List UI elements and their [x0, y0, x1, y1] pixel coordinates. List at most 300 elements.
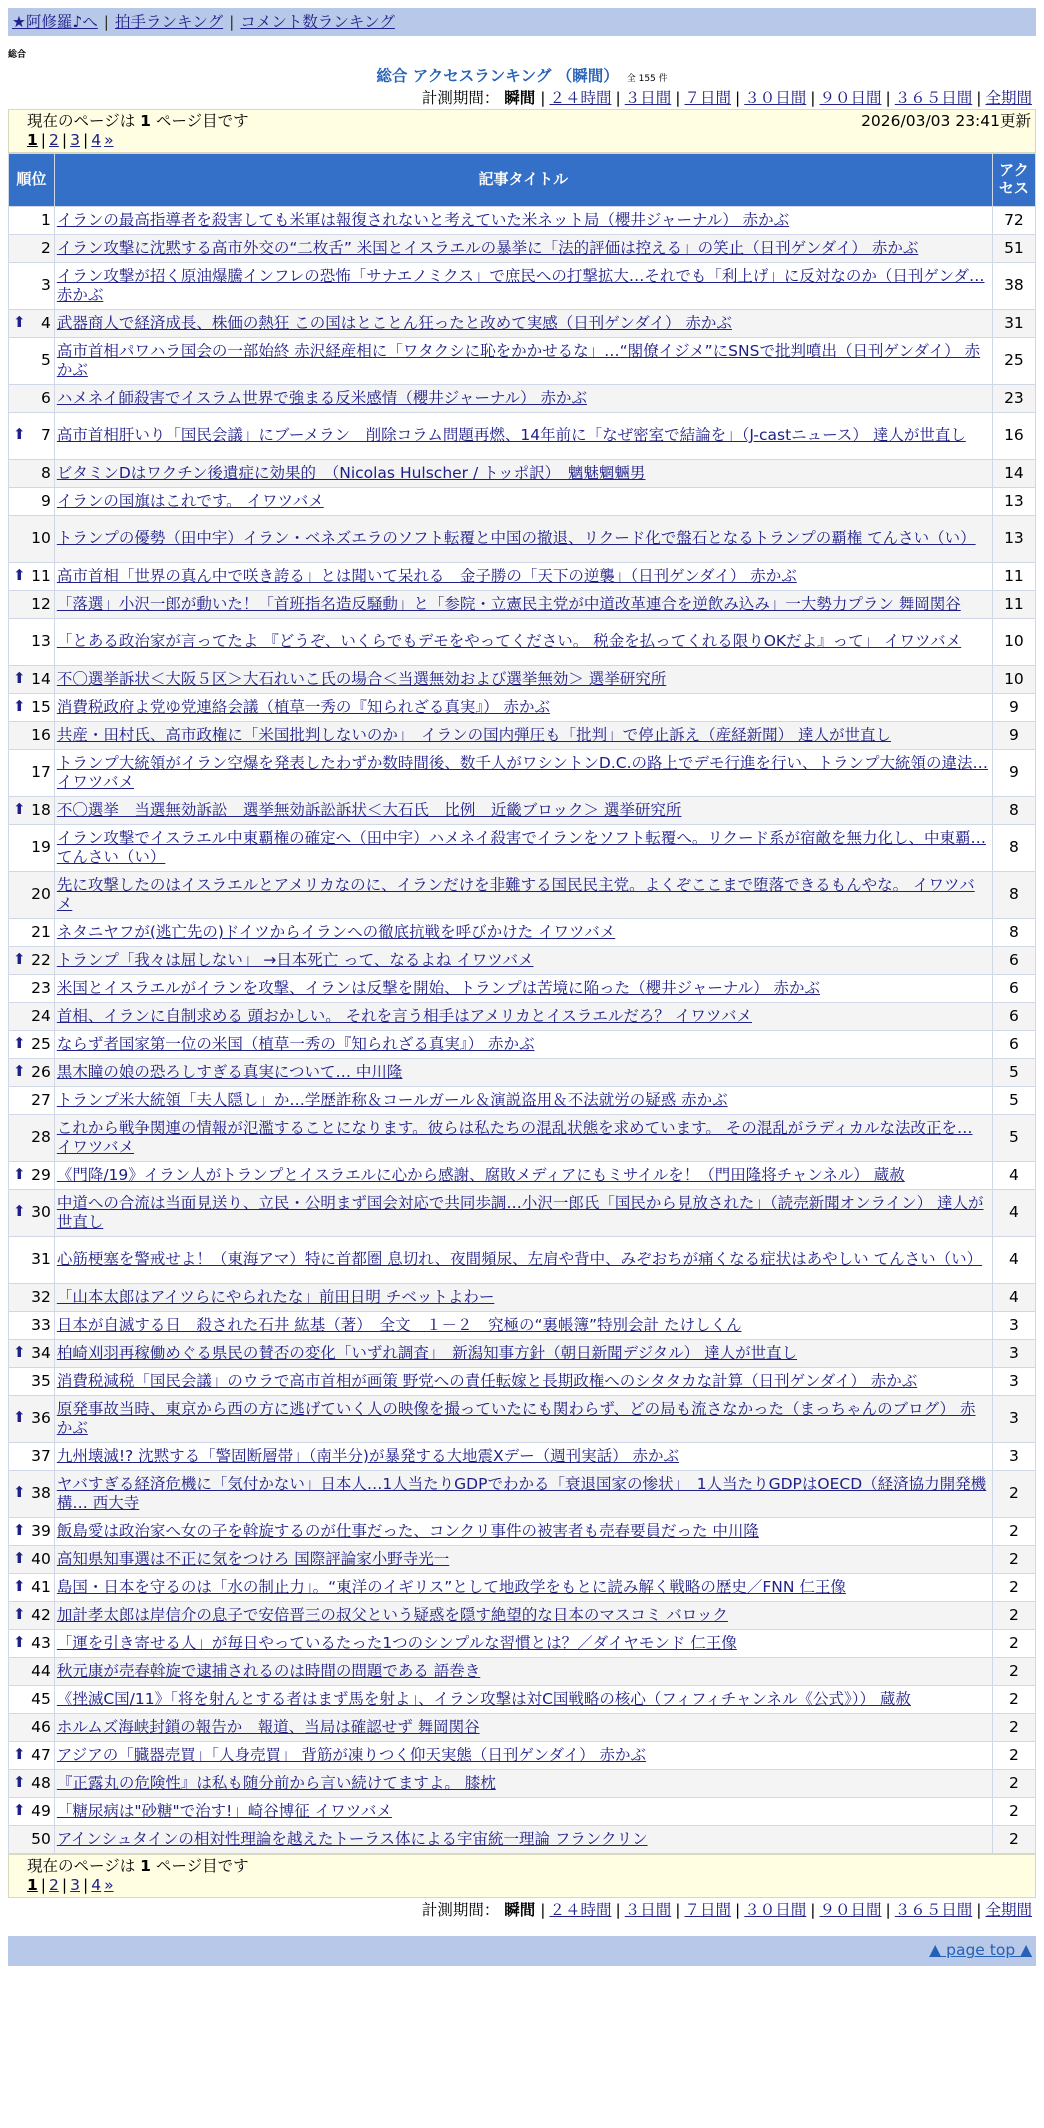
table-row: [9, 206, 1036, 234]
rank-number: 16: [31, 725, 51, 744]
article-title-link[interactable]: 「運を引き寄せる人」が毎日やっているたった1つのシンプルな習慣とは？／ダイヤモンド 仁王像: [56, 1633, 737, 1652]
rank-cell: [9, 590, 55, 618]
access-count: 3: [992, 1339, 1035, 1367]
rank-number: 2: [40, 238, 51, 257]
access-count: 3: [992, 1367, 1035, 1395]
article-title-link[interactable]: 九州壊滅!? 沈黙する「警固断層帯」（南半分)が暴発する大地震Xデー（週刊実話） 赤かぶ: [56, 1446, 680, 1465]
article-title-link[interactable]: 「山本太郎はアイツらにやられたな」前田日明 チベットよわー: [56, 1287, 495, 1306]
comment-ranking-link[interactable]: コメント数ランキング: [240, 12, 395, 31]
page-current: 1: [27, 130, 38, 149]
title-cell: [54, 1545, 992, 1573]
access-count: 13: [992, 515, 1035, 562]
title-cell: [54, 665, 992, 693]
rank-cell: [9, 1629, 55, 1657]
rank-number: 38: [31, 1484, 51, 1503]
up-arrow-icon: ⬆: [13, 949, 26, 968]
table-row: [9, 262, 1036, 309]
period-separator: |: [615, 1900, 621, 1919]
up-arrow-icon: ⬆: [13, 1483, 26, 1502]
table-row: [9, 1769, 1036, 1797]
period-separator: |: [735, 1900, 741, 1919]
section-label: 総合: [8, 50, 27, 60]
rank-cell: [9, 1283, 55, 1311]
rank-number: 17: [31, 763, 51, 782]
home-link[interactable]: ★阿修羅♪へ: [12, 12, 98, 31]
table-row: [9, 1685, 1036, 1713]
access-count: 72: [992, 206, 1035, 234]
article-title-link[interactable]: ネタニヤフが(逃亡先の)ドイツからイランへの徹底抗戦を呼びかけた イワツバメ: [56, 922, 616, 941]
rank-number: 46: [31, 1717, 51, 1736]
access-count: 6: [992, 1002, 1035, 1030]
rank-cell: [9, 1517, 55, 1545]
article-title-link[interactable]: アインシュタインの相対性理論を越えたトーラス体による宇宙統一理論 フランクリン: [56, 1829, 648, 1848]
table-row: [9, 562, 1036, 590]
up-arrow-icon: ⬆: [13, 1202, 26, 1221]
article-title-link[interactable]: イランの最高指導者を殺害しても米軍は報復されないと考えていた米ネット局（櫻井ジャーナル） 赤かぶ: [56, 210, 790, 229]
rank-number: 21: [31, 922, 51, 941]
title-cell: [54, 1030, 992, 1058]
period-label: 計測期間：: [421, 1900, 500, 1919]
rank-cell: [9, 1002, 55, 1030]
article-title-link[interactable]: 「とある政治家が言ってたよ 『どうぞ、いくらでもデモをやってください。 税金を払ってくれる限りOKだよ』って」 イワツバメ: [56, 632, 962, 651]
rank-number: 13: [31, 632, 51, 651]
title-cell: [54, 1713, 992, 1741]
period-selector: [0, 89, 1036, 109]
access-count: 4: [992, 1236, 1035, 1283]
article-title-link[interactable]: 日本が自滅する日 殺された石井 紘基（著） 全文 １－２ 究極の“裏帳簿”特別会計 たけしくん: [56, 1315, 742, 1334]
access-count: 6: [992, 946, 1035, 974]
col-access-header: アクセス: [992, 153, 1035, 206]
title-cell: [54, 1114, 992, 1161]
rank-cell: [9, 1657, 55, 1685]
rank-number: 28: [31, 1128, 51, 1147]
rank-cell: [9, 1573, 55, 1601]
next-page-link[interactable]: »: [104, 130, 114, 149]
access-count: 25: [992, 337, 1035, 384]
title-cell: [54, 974, 992, 1002]
article-title-link[interactable]: イランの国旗はこれです。 イワツバメ: [56, 491, 324, 510]
table-row: [9, 234, 1036, 262]
table-row: [9, 1002, 1036, 1030]
table-row: [9, 665, 1036, 693]
title-cell: [54, 1601, 992, 1629]
up-arrow-icon: ⬆: [13, 1772, 26, 1791]
rank-cell: [9, 1601, 55, 1629]
page-separator: |: [83, 130, 89, 149]
article-title-link[interactable]: 「落選」小沢一郎が動いた！「首班指名造反騒動」と「参院・立憲民主党が中道改革連合を逆飲み込み」一大勢力プラン 舞岡関谷: [56, 594, 961, 613]
article-title-link[interactable]: 首相、イランに自制求める 頭おかしい。 それを言う相手はアメリカとイスラエルだろ？ イワツバメ: [56, 1006, 753, 1025]
rank-cell: [9, 1311, 55, 1339]
table-row: [9, 1311, 1036, 1339]
footer-bar: [8, 1936, 1036, 1966]
article-title-link[interactable]: これから戦争関連の情報が氾濫することになります。彼らは私たちの混乱状態を求めています。 その混乱がラディカルな法改正を… イワツバメ: [56, 1119, 973, 1156]
page-separator: |: [40, 1875, 47, 1894]
page-separator: |: [61, 1875, 68, 1894]
period-separator: |: [615, 88, 621, 107]
up-arrow-icon: ⬆: [13, 565, 26, 584]
article-title-link[interactable]: ならず者国家第一位の米国（植草一秀の『知られざる真実』） 赤かぶ: [56, 1034, 535, 1053]
access-count: 5: [992, 1058, 1035, 1086]
period-link[interactable]: ７日間: [684, 88, 731, 107]
rank-cell: [9, 562, 55, 590]
page-status-prefix: 現在のページは: [27, 1856, 136, 1875]
title-cell: [54, 1236, 992, 1283]
article-title-link[interactable]: 高市首相「世界の真ん中で咲き誇る」とは聞いて呆れる 金子勝の「天下の逆襲」（日刊ゲンダイ） 赤かぶ: [56, 566, 797, 585]
access-count: 2: [992, 1517, 1035, 1545]
rank-number: 6: [40, 388, 51, 407]
title-cell: [54, 1573, 992, 1601]
period-link[interactable]: ３日間: [624, 88, 672, 107]
clap-ranking-link[interactable]: 拍手ランキング: [115, 12, 224, 31]
rank-number: 8: [40, 463, 51, 482]
access-count: 2: [992, 1629, 1035, 1657]
up-arrow-icon: ⬆: [13, 799, 26, 818]
article-title-link[interactable]: 高市首相肝いり「国民会議」にブーメラン 削除コラム問題再燃、14年前に「なぜ密室で結論を」（J-castニュース） 達人が世直し: [56, 426, 966, 445]
article-title-link[interactable]: 柏崎刈羽再稼働めぐる県民の賛否の変化「いずれ調査」 新潟知事方針（朝日新聞デジタル） 達人が世直し: [56, 1343, 798, 1362]
title-cell: [54, 1367, 992, 1395]
up-arrow-icon: ⬆: [13, 1632, 26, 1651]
period-separator: |: [810, 88, 816, 107]
page-status-prefix: 現在のページは: [27, 111, 136, 130]
article-title-link[interactable]: 武器商人で経済成長、株価の熱狂 この国はとことん狂ったと改めて実感（日刊ゲンダイ） 赤かぶ: [56, 313, 732, 332]
article-title-link[interactable]: 心筋梗塞を警戒せよ！（東海アマ）特に首都圏 息切れ、夜間頻尿、左肩や背中、みぞおちが痛くなる症状はあやしい てんさい（い）: [56, 1250, 983, 1269]
rank-number: 39: [31, 1521, 51, 1540]
title-cell: [54, 749, 992, 796]
rank-number: 43: [31, 1633, 51, 1652]
article-title-link[interactable]: 島国・日本を守るのは「水の制止力」。“東洋のイギリス”として地政学をもとに読み解く戦略の歴史／FNN 仁王像: [56, 1577, 846, 1596]
rank-number: 3: [40, 276, 51, 295]
article-title-link[interactable]: イラン攻撃が招く原油爆騰インフレの恐怖「サナエノミクス」で庶民への打撃拡大…それでも「利上げ」に反対なのか（日刊ゲンダ… 赤かぶ: [56, 267, 985, 304]
article-title-link[interactable]: 米国とイスラエルがイランを攻撃、イランは反撃を開始、トランプは苦境に陥った（櫻井ジャーナル） 赤かぶ: [56, 978, 821, 997]
title-cell: [54, 384, 992, 412]
top-nav-bar: [8, 8, 1036, 36]
access-count: 10: [992, 618, 1035, 665]
access-count: 2: [992, 1657, 1035, 1685]
article-title-link[interactable]: イラン攻撃でイスラエル中東覇権の確定へ（田中宇）ハメネイ殺害でイランをソフト転覆へ。リクード系が宿敵を無力化し、中東覇… てんさい（い）: [56, 829, 987, 866]
access-count: 14: [992, 459, 1035, 487]
rank-cell: [9, 1685, 55, 1713]
table-row: [9, 1339, 1036, 1367]
article-title-link[interactable]: イラン攻撃に沈黙する高市外交の“二枚舌” 米国とイスラエルの暴挙に「法的評価は控える」の笑止（日刊ゲンダイ） 赤かぶ: [56, 238, 919, 257]
access-count: 51: [992, 234, 1035, 262]
table-row: [9, 1797, 1036, 1825]
up-arrow-icon: ⬆: [13, 1061, 26, 1080]
table-row: [9, 824, 1036, 871]
rank-cell: [9, 262, 55, 309]
rank-cell: [9, 974, 55, 1002]
total-count: 全 155 件: [626, 73, 668, 84]
access-count: 2: [992, 1797, 1035, 1825]
access-count: 5: [992, 1086, 1035, 1114]
rank-cell: [9, 918, 55, 946]
page-link[interactable]: 4: [91, 130, 102, 149]
table-row: [9, 590, 1036, 618]
article-title-link[interactable]: 秋元康が売春斡旋で逮捕されるのは時間の問題である 語巻き: [56, 1661, 481, 1680]
rank-cell: [9, 1395, 55, 1442]
rank-cell: [9, 384, 55, 412]
rank-number: 41: [31, 1577, 51, 1596]
title-cell: [54, 337, 992, 384]
access-count: 8: [992, 824, 1035, 871]
table-row: [9, 1629, 1036, 1657]
article-title-link[interactable]: 不〇選挙訴状＜大阪５区＞大石れいこ氏の場合＜当選無効および選挙無効＞ 選挙研究所: [56, 669, 667, 688]
table-row: [9, 1517, 1036, 1545]
title-cell: [54, 1339, 992, 1367]
access-count: 3: [992, 1442, 1035, 1470]
title-cell: [54, 1685, 992, 1713]
article-title-link[interactable]: トランプ大統領がイラン空爆を発表したわずか数時間後、数千人がワシントンD.C.の路上でデモ行進を行い、トランプ大統領の違法… イワツバメ: [56, 754, 989, 791]
article-title-link[interactable]: ビタミンDはワクチン後遺症に効果的 （Nicolas Hulscher / トッポ訳） 魑魅魍魎男: [56, 463, 646, 482]
next-page-link[interactable]: »: [104, 1875, 114, 1894]
nav-separator: |: [103, 12, 110, 31]
article-title-link[interactable]: 消費税減税「国民会議」のウラで高市首相が画策 野党への責任転嫁と長期政権へのシタタカな計算（日刊ゲンダイ） 赤かぶ: [56, 1371, 918, 1390]
rank-number: 23: [31, 978, 51, 997]
access-count: 2: [992, 1741, 1035, 1769]
title-cell: [54, 309, 992, 337]
table-row: [9, 1161, 1036, 1189]
rank-cell: [9, 665, 55, 693]
page-link[interactable]: 3: [70, 130, 81, 149]
access-count: 6: [992, 974, 1035, 1002]
table-row: [9, 1367, 1036, 1395]
rank-cell: [9, 487, 55, 515]
rank-number: 18: [31, 800, 51, 819]
period-link[interactable]: ３０日間: [744, 1900, 807, 1919]
title-cell: [54, 1797, 992, 1825]
title-cell: [54, 206, 992, 234]
page-status: [27, 1857, 249, 1876]
rank-cell: [9, 1470, 55, 1517]
period-current: 瞬間: [504, 88, 536, 107]
period-label: 計測期間：: [421, 88, 500, 107]
rank-number: 9: [40, 491, 51, 510]
period-link[interactable]: ２４時間: [549, 88, 612, 107]
rank-cell: [9, 1713, 55, 1741]
access-count: 2: [992, 1601, 1035, 1629]
rank-number: 33: [31, 1315, 51, 1334]
title-cell: [54, 590, 992, 618]
access-count: 9: [992, 721, 1035, 749]
article-title-link[interactable]: 共産・田村氏、高市政権に「米国批判しないのか」 イランの国内弾圧も「批判」で停止訴え（産経新聞） 達人が世直し: [56, 725, 891, 744]
article-title-link[interactable]: 《門降/19》イラン人がトランプとイスラエルに心から感謝、腐敗メディアにもミサイルを！（門田隆将チャンネル） 蔵赦: [56, 1165, 905, 1184]
period-link[interactable]: ３６５日間: [894, 88, 973, 107]
table-row: [9, 1573, 1036, 1601]
title-cell: [54, 1311, 992, 1339]
period-link[interactable]: 全期間: [985, 1900, 1032, 1919]
article-title-link[interactable]: 《挫滅C国/11》「将を射んとする者はまず馬を射よ」、イラン攻撃は対C国戦略の核心（フィフィチャンネル《公式》）） 蔵赦: [56, 1689, 911, 1708]
page-top-link[interactable]: ▲ page top ▲: [929, 1941, 1032, 1960]
period-link[interactable]: 全期間: [985, 88, 1032, 107]
page-link[interactable]: 2: [49, 1875, 59, 1894]
period-link[interactable]: ３０日間: [744, 88, 807, 107]
article-title-link[interactable]: 先に攻撃したのはイスラエルとアメリカなのに、イランだけを非難する国民民主党。よくぞここまで堕落できるもんやな。 イワツバメ: [56, 876, 975, 913]
rank-cell: [9, 871, 55, 918]
rank-number: 25: [31, 1034, 51, 1053]
article-title-link[interactable]: ヤバすぎる経済危機に「気付かない」日本人…1人当たりGDPでわかる「衰退国家の惨状」 1人当たりGDPはOECD（経済協力開発機構… 西大寺: [56, 1475, 987, 1512]
rank-number: 1: [40, 210, 51, 229]
title-cell: [54, 1161, 992, 1189]
access-count: 3: [992, 1395, 1035, 1442]
rank-number: 26: [31, 1062, 51, 1081]
rank-number: 15: [31, 697, 51, 716]
title-cell: [54, 515, 992, 562]
rank-number: 20: [31, 885, 51, 904]
table-row: [9, 1395, 1036, 1442]
title-cell: [54, 1442, 992, 1470]
rank-cell: [9, 1741, 55, 1769]
article-title-link[interactable]: 黒木瞳の娘の恐ろしすぎる真実について… 中川隆: [56, 1062, 403, 1081]
period-selector-bottom: [0, 1901, 1036, 1921]
page-links: [27, 1876, 1031, 1895]
table-row: [9, 459, 1036, 487]
page-link[interactable]: 2: [49, 130, 59, 149]
article-title-link[interactable]: ハメネイ師殺害でイスラム世界で強まる反米感情（櫻井ジャーナル） 赤かぶ: [56, 388, 588, 407]
rank-number: 45: [31, 1689, 51, 1708]
rank-number: 27: [31, 1090, 51, 1109]
table-row: [9, 1442, 1036, 1470]
rank-number: 31: [31, 1250, 51, 1269]
article-title-link[interactable]: トランプ「我々は屈しない」 →日本死亡 って、なるよね イワツバメ: [56, 950, 534, 969]
title-cell: [54, 412, 992, 459]
table-row: [9, 384, 1036, 412]
title-cell: [54, 1741, 992, 1769]
access-count: 11: [992, 590, 1035, 618]
rank-number: 37: [31, 1446, 51, 1465]
rank-number: 4: [40, 313, 51, 332]
article-title-link[interactable]: トランプの優勢（田中宇）イラン・ベネズエラのソフト転覆と中国の撤退、リクード化で盤石となるトランプの覇権 てんさい（い）: [56, 529, 976, 548]
update-timestamp: 2026/03/03 23:41更新: [861, 111, 1031, 130]
rank-cell: [9, 1825, 55, 1853]
table-row: [9, 974, 1036, 1002]
title-cell: [54, 1657, 992, 1685]
rank-number: 42: [31, 1605, 51, 1624]
rank-cell: [9, 1030, 55, 1058]
access-count: 31: [992, 309, 1035, 337]
period-link[interactable]: ２４時間: [549, 1900, 612, 1919]
period-link[interactable]: ７日間: [684, 1900, 731, 1919]
rank-number: 11: [31, 566, 51, 585]
table-row: [9, 618, 1036, 665]
page-status-suffix: ページ目です: [155, 1856, 249, 1875]
period-link[interactable]: ３６５日間: [894, 1900, 973, 1919]
period-link[interactable]: ９０日間: [819, 1900, 882, 1919]
nav-separator: |: [229, 12, 235, 31]
article-title-link[interactable]: ホルムズ海峡封鎖の報告か 報道、当局は確認せず 舞岡関谷: [56, 1717, 480, 1736]
rank-cell: [9, 206, 55, 234]
period-separator: |: [675, 88, 681, 107]
table-row: [9, 796, 1036, 824]
up-arrow-icon: ⬆: [13, 312, 26, 331]
access-count: 4: [992, 1283, 1035, 1311]
up-arrow-icon: ⬆: [13, 425, 26, 444]
article-title-link[interactable]: 高知県知事選は不正に気をつけろ 国際評論家小野寺光一: [56, 1549, 450, 1568]
page-links: [27, 131, 1031, 150]
up-arrow-icon: ⬆: [13, 1576, 26, 1595]
access-count: 16: [992, 412, 1035, 459]
title-cell: [54, 234, 992, 262]
title-cell: [54, 262, 992, 309]
rank-cell: [9, 1161, 55, 1189]
table-row: [9, 871, 1036, 918]
rank-number: 36: [31, 1409, 51, 1428]
table-row: [9, 1086, 1036, 1114]
page-link[interactable]: 3: [70, 1875, 81, 1894]
period-link[interactable]: ３日間: [624, 1900, 672, 1919]
table-row: [9, 1545, 1036, 1573]
rank-cell: [9, 515, 55, 562]
rank-cell: [9, 618, 55, 665]
table-row: [9, 1114, 1036, 1161]
access-count: 11: [992, 562, 1035, 590]
page-status: [27, 112, 249, 131]
rank-cell: [9, 1797, 55, 1825]
pager-top: [8, 109, 1036, 153]
access-count: 2: [992, 1713, 1035, 1741]
table-row: [9, 1825, 1036, 1853]
page-separator: |: [83, 1875, 89, 1894]
access-count: 9: [992, 693, 1035, 721]
table-row: [9, 1470, 1036, 1517]
up-arrow-icon: ⬆: [13, 1408, 26, 1427]
article-title-link[interactable]: アジアの「臓器売買」「人身売買」 背筋が凍りつく仰天実態（日刊ゲンダイ） 赤かぶ: [56, 1745, 647, 1764]
table-row: [9, 1058, 1036, 1086]
col-rank-header: 順位: [9, 153, 55, 206]
article-title-link[interactable]: 加計孝太郎は岸信介の息子で安倍晋三の叔父という疑惑を隠す絶望的な日本のマスコミ バロック: [56, 1605, 728, 1624]
article-title-link[interactable]: 飯島愛は政治家へ女の子を斡旋するのが仕事だった、コンクリ事件の被害者も売春要員だった 中川隆: [56, 1521, 759, 1540]
up-arrow-icon: ⬆: [13, 1800, 26, 1819]
page-title-text: 総合 アクセスランキング （瞬間）: [376, 66, 619, 85]
table-row: [9, 412, 1036, 459]
article-title-link[interactable]: 『正露丸の危険性』は私も随分前から言い続けてますよ。 膝枕: [56, 1773, 496, 1792]
table-row: [9, 515, 1036, 562]
period-separator: |: [810, 1900, 816, 1919]
rank-number: 50: [31, 1829, 51, 1848]
table-row: [9, 487, 1036, 515]
access-count: 2: [992, 1470, 1035, 1517]
rank-cell: [9, 459, 55, 487]
table-row: [9, 337, 1036, 384]
article-title-link[interactable]: 「糖尿病は"砂糖"で治す!」崎谷博征 イワツバメ: [56, 1801, 392, 1820]
rank-cell: [9, 796, 55, 824]
article-title-link[interactable]: 不〇選挙 当選無効訴訟 選挙無効訴訟訴状＜大石氏 比例 近畿ブロック＞ 選挙研究所: [56, 800, 682, 819]
title-cell: [54, 1470, 992, 1517]
access-count: 2: [992, 1685, 1035, 1713]
title-cell: [54, 796, 992, 824]
title-cell: [54, 693, 992, 721]
title-cell: [54, 1825, 992, 1853]
table-row: [9, 946, 1036, 974]
article-title-link[interactable]: 中道への合流は当面見送り、立民・公明まず国会対応で共同歩調…小沢一郎氏「国民から見放された」（読売新聞オンライン） 達人が世直し: [56, 1194, 984, 1231]
page-title: [0, 67, 1044, 86]
article-title-link[interactable]: 原発事故当時、東京から西の方に逃げていく人の映像を撮っていたにも関わらず、どの局も流さなかった（まっちゃんのブログ） 赤かぶ: [56, 1400, 976, 1437]
period-link[interactable]: ９０日間: [819, 88, 882, 107]
rank-cell: [9, 337, 55, 384]
rank-number: 47: [31, 1745, 51, 1764]
article-title-link[interactable]: 消費税政府よ党ゆ党連絡会議（植草一秀の『知られざる真実』） 赤かぶ: [56, 697, 550, 716]
rank-number: 12: [31, 594, 51, 613]
article-title-link[interactable]: トランプ米大統領「夫人隠し」か…学歴詐称＆コールガール＆演説盗用＆不法就労の疑惑 赤かぶ: [56, 1090, 728, 1109]
access-count: 5: [992, 1114, 1035, 1161]
rank-cell: [9, 1442, 55, 1470]
ranking-table: [8, 153, 1036, 1854]
table-row: [9, 693, 1036, 721]
rank-number: 22: [31, 950, 51, 969]
rank-cell: [9, 1114, 55, 1161]
page-link[interactable]: 4: [91, 1875, 102, 1894]
title-cell: [54, 1058, 992, 1086]
rank-cell: [9, 824, 55, 871]
article-title-link[interactable]: 高市首相パワハラ国会の一部始終 赤沢経産相に「ワタクシに恥をかかせるな」…“閣僚イジメ”にSNSで批判噴出（日刊ゲンダイ） 赤かぶ: [56, 342, 981, 379]
